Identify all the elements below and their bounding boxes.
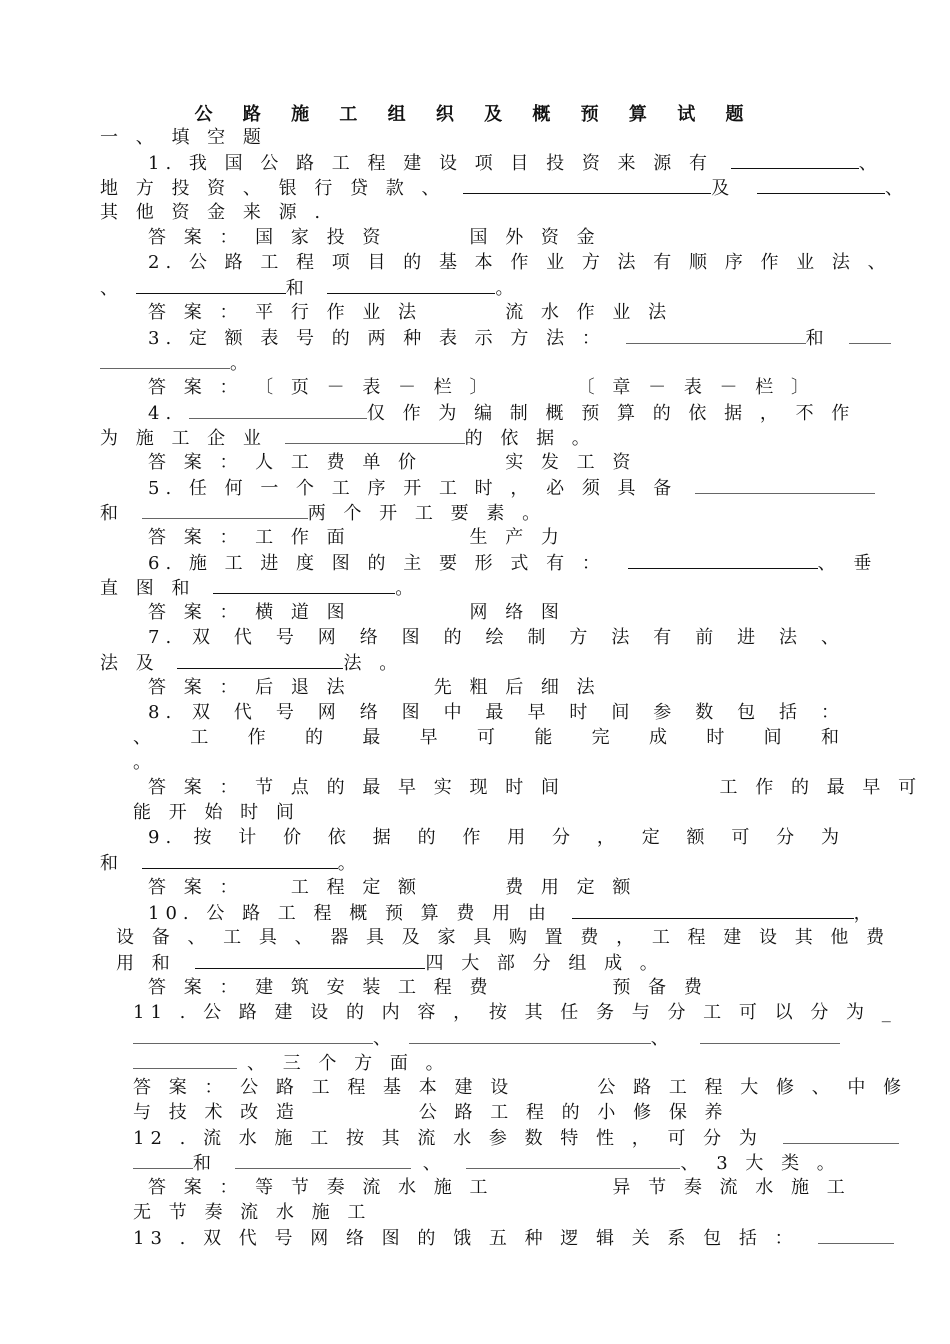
question-text: 和 xyxy=(100,853,124,874)
question-5-line-2 xyxy=(100,500,845,525)
answer-blank xyxy=(783,1125,899,1144)
answer-blank xyxy=(189,400,367,419)
question-11-line-3 xyxy=(133,1050,845,1075)
question-11-line-1: 11 . 公 路 建 设 的 内 容 ， 按 其 任 务 与 分 工 可 以 分 为 _ xyxy=(133,1002,897,1023)
question-1-line-1 xyxy=(148,150,883,175)
question-5-line-1 xyxy=(148,475,845,500)
answer-11-line-2: 与 技 术 改 造 公 路 工 程 的 小 修 保 养 xyxy=(133,1102,729,1123)
answer-blank xyxy=(133,1150,193,1169)
answer-2: 答 案 ： 平 行 作 业 法 流 水 作 业 法 xyxy=(148,302,673,323)
question-text: 用 和 xyxy=(116,953,176,974)
section-heading: 一 、 填 空 题 xyxy=(100,127,267,148)
question-text: 、 xyxy=(100,278,124,299)
question-7-line-2 xyxy=(100,650,845,675)
question-text: 6. 施 工 进 度 图 的 主 要 形 式 有 ： xyxy=(148,553,606,574)
question-3-line-1 xyxy=(148,325,845,350)
answer-12-line-2: 无 节 奏 流 水 施 工 xyxy=(133,1202,372,1223)
question-text: 、 xyxy=(884,178,909,199)
question-text: 。 xyxy=(395,578,420,599)
question-1-line-2 xyxy=(100,175,909,200)
question-8-line-1: 8. 双 代 号 网 络 图 中 最 早 时 间 参 数 包 括 ： xyxy=(148,702,845,723)
answer-blank xyxy=(818,1225,894,1244)
answer-blank xyxy=(409,1025,651,1044)
question-2-line-1: 2. 公 路 工 程 项 目 的 基 本 作 业 方 法 有 顺 序 作 业 法 、 xyxy=(148,252,892,273)
question-text: 两 个 开 工 要 素 。 xyxy=(307,503,547,524)
page-title: 公 路 施 工 组 织 及 概 预 算 试 题 xyxy=(194,104,756,125)
question-9-line-2 xyxy=(100,850,845,875)
question-text: 12 . 流 水 施 工 按 其 流 水 参 数 特 性 ， 可 分 为 xyxy=(133,1128,763,1149)
answer-4: 答 案 ： 人 工 费 单 价 实 发 工 资 xyxy=(148,452,637,473)
answer-blank xyxy=(142,850,338,869)
question-text: 和 xyxy=(193,1153,217,1174)
question-text: 的 依 据 。 xyxy=(464,428,596,449)
question-text: 、 垂 xyxy=(817,553,878,574)
question-12-line-2 xyxy=(133,1150,845,1175)
question-text: 1. 我 国 公 路 工 程 建 设 项 目 投 资 来 源 有 xyxy=(148,153,713,174)
answer-blank xyxy=(177,650,343,669)
answer-12-line-1: 答 案 ： 等 节 奏 流 水 施 工 异 节 奏 流 水 施 工 xyxy=(148,1177,851,1198)
question-text: 4. xyxy=(148,403,178,424)
question-text: 仅 作 为 编 制 概 预 算 的 依 据 ， 不 作 xyxy=(366,403,856,424)
question-8-line-3: 。 xyxy=(133,752,157,773)
answer-8-line-1: 答 案 ： 节 点 的 最 早 实 现 时 间 工 作 的 最 早 可 xyxy=(148,777,923,798)
answer-blank xyxy=(731,150,859,169)
question-text: 地 方 投 资 、 银 行 贷 款 、 xyxy=(100,178,446,199)
question-text: 、 三 个 方 面 。 xyxy=(247,1053,450,1074)
question-text: 为 施 工 企 业 xyxy=(100,428,267,449)
question-8-line-2: 、 工 作 的 最 早 可 能 完 成 时 间 和 xyxy=(133,727,845,748)
question-10-line-2: 设 备 、 工 具 、 器 具 及 家 具 购 置 费 ， 工 程 建 设 其 他 费 xyxy=(116,927,891,948)
question-text: 13 . 双 代 号 网 络 图 的 饿 五 种 逻 辑 关 系 包 括 ： xyxy=(133,1228,799,1249)
answer-blank xyxy=(235,1150,411,1169)
answer-blank xyxy=(466,1150,680,1169)
answer-blank xyxy=(133,1050,237,1069)
answer-blank xyxy=(700,1025,840,1044)
question-2-line-2 xyxy=(100,275,845,300)
question-text: 、 xyxy=(858,153,883,174)
question-text: 和 xyxy=(100,503,124,524)
answer-7: 答 案 ： 后 退 法 先 粗 后 细 法 xyxy=(148,677,601,698)
question-text: 和 xyxy=(805,328,830,349)
answer-3: 答 案 ： 〔 页 － 表 － 栏 〕 〔 章 － 表 － 栏 〕 xyxy=(148,377,815,398)
answer-blank xyxy=(572,900,854,919)
question-6-line-1 xyxy=(148,550,878,575)
question-text: 。 xyxy=(495,278,520,299)
question-text: 四 大 部 分 组 成 。 xyxy=(425,953,664,974)
question-text: 、 xyxy=(422,1153,447,1174)
answer-blank xyxy=(133,1025,373,1044)
answer-8-line-2: 能 开 始 时 间 xyxy=(133,802,300,823)
question-4-line-1 xyxy=(148,400,856,425)
answer-6: 答 案 ： 横 道 图 网 络 图 xyxy=(148,602,565,623)
question-text: 3. 定 额 表 号 的 两 种 表 示 方 法 ： xyxy=(148,328,606,349)
answer-blank xyxy=(463,175,711,194)
answer-blank xyxy=(695,475,875,494)
question-10-line-3 xyxy=(116,950,845,975)
answer-blank xyxy=(327,275,495,294)
question-text: 、 xyxy=(650,1028,675,1049)
answer-blank xyxy=(142,500,308,519)
question-text: ， xyxy=(853,903,878,924)
question-text: 、 3 大 类 。 xyxy=(680,1153,841,1174)
answer-blank xyxy=(849,325,891,344)
answer-1: 答 案 ： 国 家 投 资 国 外 资 金 xyxy=(148,227,601,248)
question-12-line-1 xyxy=(133,1125,845,1150)
answer-blank xyxy=(100,350,230,369)
question-text: 、 xyxy=(373,1028,397,1049)
answer-blank xyxy=(757,175,885,194)
answer-10: 答 案 ： 建 筑 安 装 工 程 费 预 备 费 xyxy=(148,977,708,998)
question-text: 。 xyxy=(337,853,362,874)
answer-11-line-1: 答 案 ： 公 路 工 程 基 本 建 设 公 路 工 程 大 修 、 中 修 xyxy=(133,1077,908,1098)
answer-blank xyxy=(136,275,286,294)
question-text: 。 xyxy=(230,353,254,374)
answer-blank xyxy=(628,550,818,569)
answer-9: 答 案 ： 工 程 定 额 费 用 定 额 xyxy=(148,877,637,898)
question-text: 法 。 xyxy=(343,653,404,674)
question-1-line-3: 其 他 资 金 来 源 . xyxy=(100,202,327,223)
question-13-line-1 xyxy=(133,1225,845,1250)
question-text: 和 xyxy=(285,278,310,299)
question-text: 法 及 xyxy=(100,653,160,674)
question-3-line-2 xyxy=(100,350,845,375)
question-7-line-1: 7. 双 代 号 网 络 图 的 绘 制 方 法 有 前 进 法 、 xyxy=(148,627,845,648)
question-text: 10. 公 路 工 程 概 预 算 费 用 由 xyxy=(148,903,552,924)
answer-5: 答 案 ： 工 作 面 生 产 力 xyxy=(148,527,565,548)
question-4-line-2 xyxy=(100,425,845,450)
answer-blank xyxy=(213,575,395,594)
question-9-line-1: 9. 按 计 价 依 据 的 作 用 分 ， 定 额 可 分 为 xyxy=(148,827,845,848)
question-6-line-2 xyxy=(100,575,845,600)
question-text: 及 xyxy=(711,178,736,199)
question-text: 直 图 和 xyxy=(100,578,196,599)
answer-blank xyxy=(195,950,425,969)
answer-blank xyxy=(285,425,465,444)
question-11-line-2 xyxy=(133,1025,845,1050)
question-text: 5. 任 何 一 个 工 序 开 工 时 ， 必 须 具 备 xyxy=(148,478,678,499)
question-10-line-1 xyxy=(148,900,878,925)
answer-blank xyxy=(626,325,806,344)
